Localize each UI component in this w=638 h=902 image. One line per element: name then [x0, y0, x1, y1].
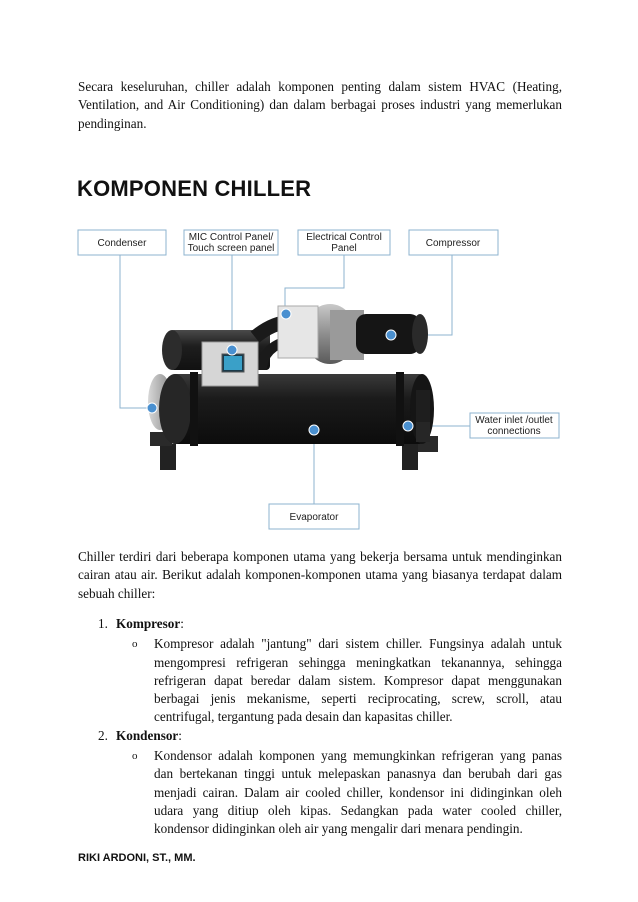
intro-paragraph: Secara keseluruhan, chiller adalah komponen penting dalam sistem HVAC (Heating, Ventilation, and Air Conditioning) dan dalam berbagai proses industri yang memerlukan pendinginan. — [78, 79, 562, 131]
component-term: Kompresor — [116, 616, 181, 631]
bullet-icon: o — [132, 638, 138, 651]
bullet-icon: o — [132, 750, 138, 763]
chiller-diagram — [0, 222, 638, 534]
component-description — [116, 747, 562, 838]
water-connections-label-line2: connections — [487, 426, 541, 437]
term-colon: : — [180, 616, 184, 631]
body-paragraph: Chiller terdiri dari beberapa komponen utama yang bekerja bersama untuk mendinginkan cairan atau air. Berikut adalah komponen-komponen utama yang biasanya terdapat dalam sebuah chiller: — [78, 549, 562, 601]
electrical-label-line1: Electrical Control — [306, 232, 382, 243]
list-number: 1. — [98, 616, 108, 631]
component-term: Kondensor — [116, 727, 179, 743]
footer-author: RIKI ARDONI, ST., MM. — [78, 852, 196, 864]
description-text: Kompresor adalah "jantung" dari sistem chiller. Fungsinya adalah untuk mengompresi refrigeran sehingga meningkatkan tekanannya, sehingga refrigeran dapat beredar dalam sistem. Kompresor dapat menggunakan berbagai jenis mekanisme, seperti reciprocating, screw, scroll, atau centrifugal, tergantung pada desain dan kapasitas chiller. — [154, 636, 562, 725]
water-connections-label-line1: Water inlet /outlet — [475, 415, 553, 426]
component-list — [78, 615, 562, 839]
mic-panel-label-line2: Touch screen panel — [187, 243, 275, 254]
list-item — [78, 615, 562, 727]
list-number: 2. — [98, 727, 108, 743]
chiller-illustration — [148, 304, 438, 470]
mic-panel-label-line1: MIC Control Panel/ — [188, 232, 274, 243]
condenser-label: Condenser — [97, 238, 147, 249]
compressor-label: Compressor — [425, 238, 481, 249]
component-description — [116, 635, 562, 726]
term-colon: : — [178, 727, 182, 743]
section-heading: KOMPONEN CHILLER — [77, 176, 312, 201]
list-item — [78, 727, 562, 839]
description-text: Kondensor adalah komponen yang memungkinkan refrigeran yang panas dan bertekanan tinggi untuk melepaskan panasnya dan berubah dari gas menjadi cairan. Dalam air cooled chiller, kondensor ini didinginkan oleh udara yang ditiup oleh kipas. Sedangkan pada water cooled chiller, kondensor didinginkan oleh air yang mengalir dari menara pendingin. — [154, 748, 562, 837]
electrical-label-line2: Panel — [331, 243, 357, 254]
evaporator-label: Evaporator — [289, 512, 339, 523]
